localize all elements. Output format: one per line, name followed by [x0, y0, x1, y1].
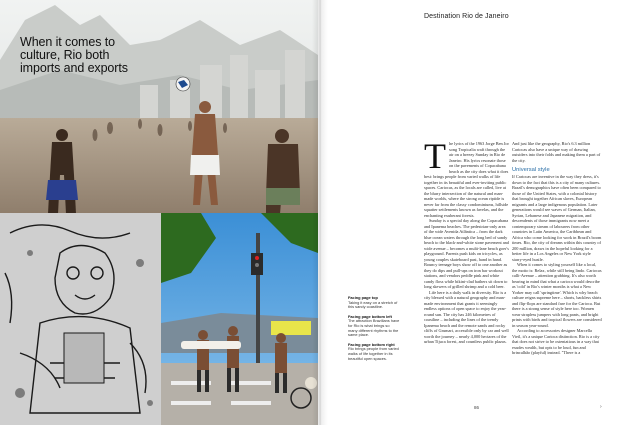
next-page-arrow-icon[interactable]: ›	[600, 404, 602, 410]
caption-title: Facing page bottom right	[348, 341, 395, 347]
caption-body: Rio brings people from varied walks of life together in its beautiful open spaces.	[348, 346, 399, 361]
article-column-1	[424, 136, 509, 345]
drop-cap: T	[424, 136, 446, 176]
caption-title: Facing page top	[348, 295, 378, 300]
article-paragraph: Sunday is a special day along the Copacabana and Ipanema beaches. The pedestrian-only area of the wide Avenida Atlântica – from the dark blue ocean waters through the long bed of sandy beach to the black-and-white stone pavement and wide avenue – becomes a multi-lane beach goer's playground. Parents push kids on tricycles, as young couples skateboard past, hand in hand. Bouncy teenage boys show off to one another as they do dips and pull-ups on iron bar workout stations, and vendors peddle pink and white candy floss while bikini-clad bathers sit down to long skewers of grilled shrimp and a cold beer.	[424, 218, 509, 289]
headline: When it comes to culture, Rio both imports and exports	[20, 35, 128, 75]
page-number: 86	[474, 405, 480, 410]
caption-bottom-right	[348, 343, 400, 361]
article-paragraph: If Cariocas are inventive in the way they dress, it's down to the fact that this is a city of many cultures. Brazil's demographics have often been compared to those of the United States, with a colonial history that brought together African slaves, European migrants and a large indigenous population. Later generations would see waves of German, Italian, Syrian, Lebanese and Japanese migration, and descendents of those immigrants now meet a contemporary stream of labourers from other countries in Latin America, the Caribbean and Africa who come looking for work in Brazil's boom times. Rio, the city of dreams within this country of 200 million, draws in the hopeful looking for a better life in a Los Angeles or New York style starry-eyed hustle.	[512, 174, 602, 262]
article-column-2	[512, 141, 602, 356]
article-paragraph: When it comes to styling yourself like a local, the motto is: Relax, while still being lindo. Cariocas calli-Avenue – attention grabbing. It's also worth bearing in mind that what a carioca would describe as 'cold' in Rio's winter months is what a New Yorker may call 'springtime'. Which is why beach culture reigns supreme here – shorts, backless shirts and flip-flops are standard fare for the Carioca. But there is a strong sense of style here too. Women wear strapless jumpers with long pants, and bright prints with birds and tropical flowers are considered in season year-round.	[512, 262, 602, 328]
article-paragraph: And just like the geography, Rio's 6.3 million Cariocas also have a unique way of drawing outsiders into their folds and making them a part of the city.	[512, 141, 601, 163]
caption-body: The attraction Brazilians have for Rio is what brings so many different rhythms to the same place.	[348, 318, 400, 338]
section-subhead: Universal style	[512, 167, 550, 173]
caption-top	[348, 296, 400, 310]
caption-body: Taking it easy on a stretch of this sandy coastline.	[348, 299, 398, 310]
running-header: Destination Rio de Janeiro	[424, 13, 509, 20]
illustration-photo	[0, 213, 161, 425]
caption-title: Facing page bottom left	[348, 313, 392, 319]
article-paragraph: he lyrics of the 1963 Jorge Ben Jor song Tropicalia waft through the air on a breezy Sunday in Rio de Janeiro. His lyrics resonate those on the pavements of Copacabana beach as the city does what it does best: brings people from varied walks of life together in its beautiful and ever-inviting public spaces. Cariocas, as the locals are called, live at the blurry intersection of the natural and man-made worlds, where the strong ocean riptide is never far from the classy condominiums, hillside squatter settlements known as favelas, and the enchanting exuberant forests.	[424, 141, 509, 218]
binding-shadow	[312, 0, 328, 425]
street-photo	[161, 213, 318, 425]
article-paragraph: According to accessories designer Marcella Vieil, it's a unique Carioca distinction. Rio is a city that does not strive to be ostentatious in a way that exudes wealth, but opts to be loud, fun and brincalhão (playful) instead. "There is a	[512, 328, 600, 355]
caption-bottom-left	[348, 315, 400, 338]
photo-captions	[348, 296, 400, 366]
article-paragraph: Life here is a daily walk in diversity. Rio is a city blessed with a natural geography and man-made environment that grants it seemingly endless options of open space to enjoy the year-round sun. The city has 246 kilometres of coastline – including the lines of the trendy Ipanema beach and the remote sands and rocky cliffs of Grumari, accessible only by car and well worth the journey – nearly 4,000 hectares of the urban Tijuca forest, and countless public plazas.	[424, 289, 509, 344]
beach-photo	[0, 0, 318, 214]
